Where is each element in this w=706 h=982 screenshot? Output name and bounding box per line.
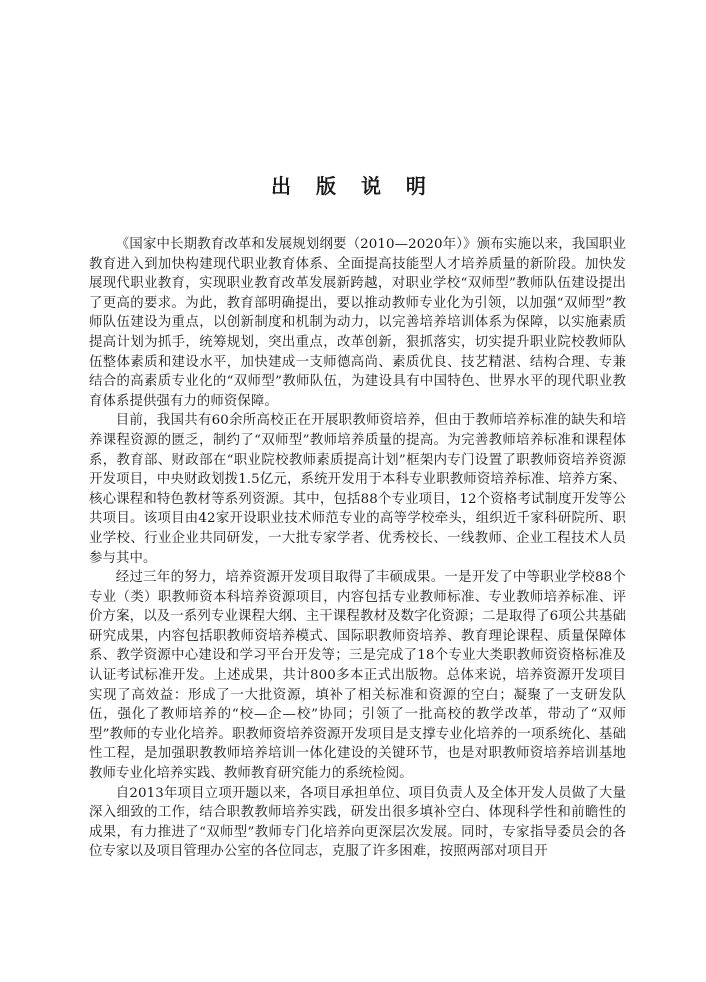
- paragraph: 目前，我国共有60余所高校正在开展职教师资培养，但由于教师培养标准的缺失和培养课程资源的匮乏，制约了“双师型”教师培养质量的提高。为完善教师培养标准和课程体系，教育部、财政部在“职业院校教师素质提高计划”框架内专门设置了职教师资培养资源开发项目，中央财政划拨1.5亿元，系统开发用于本科专业职教师资培养标准、培养方案、核心课程和特色教材等系列资源。其中，包括88个专业项目，12个资格考试制度开发等公共项目。该项目由42家开设职业技术师范专业的高等学校牵头，组织近千家科研院所、职业学校、行业企业共同研发，一大批专家学者、优秀校长、一线教师、企业工程技术人员参与其中。: [89, 413, 626, 566]
- page-title: 出 版 说 明: [271, 174, 435, 198]
- body-text: [89, 235, 626, 862]
- paragraph: 自2013年项目立项开题以来，各项目承担单位、项目负责人及全体开发人员做了大量深入细致的工作，结合职教教师培养实践，研发出很多填补空白、体现科学性和前瞻性的成果，有力推进了“双师型”教师专门化培养向更深层次发展。同时，专家指导委员会的各位专家以及项目管理办公室的各位同志，克服了许多困难，按照两部对项目开: [89, 785, 626, 860]
- paragraph: 经过三年的努力，培养资源开发项目取得了丰硕成果。一是开发了中等职业学校88个专业（类）职教师资本科培养资源项目，内容包括专业教师标准、专业教师培养标准、评价方案，以及一系列专业课程大纲、主干课程教材及数字化资源；二是取得了6项公共基础研究成果，内容包括职教师资培养模式、国际职教师资培养、教育理论课程、质量保障体系、教学资源中心建设和学习平台开发等；三是完成了18个专业大类职教师资资格标准及认证考试标准开发。上述成果，共计800多本正式出版物。总体来说，培养资源开发项目实现了高效益：形成了一大批资源，填补了相关标准和资源的空白；凝聚了一支研发队伍，强化了教师培养的“校—企—校”协同；引领了一批高校的教学改革，带动了“双师型”教师的专业化培养。职教师资培养资源开发项目是支撑专业化培养的一项系统化、基础性工程，是加强职教教师培养培训一体化建设的关键环节，也是对职教师资培养培训基地教师专业化培养实践、教师教育研究能力的系统检阅。: [89, 570, 626, 782]
- paragraph: 《国家中长期教育改革和发展规划纲要（2010—2020年）》颁布实施以来，我国职业教育进入到加快构建现代职业教育体系、全面提高技能型人才培养质量的新阶段。加快发展现代职业教育，实现职业教育改革发展新跨越，对职业学校“双师型”教师队伍建设提出了更高的要求。为此，教育部明确提出，要以推动教师专业化为引领，以加强“双师型”教师队伍建设为重点，以创新制度和机制为动力，以完善培养培训体系为保障，以实施素质提高计划为抓手，统筹规划，突出重点，改革创新，狠抓落实，切实提升职业院校教师队伍整体素质和建设水平，加快建成一支师德高尚、素质优良、技艺精湛、结构合理、专兼结合的高素质专业化的“双师型”教师队伍，为建设具有中国特色、世界水平的现代职业教育体系提供强有力的师资保障。: [89, 237, 626, 409]
